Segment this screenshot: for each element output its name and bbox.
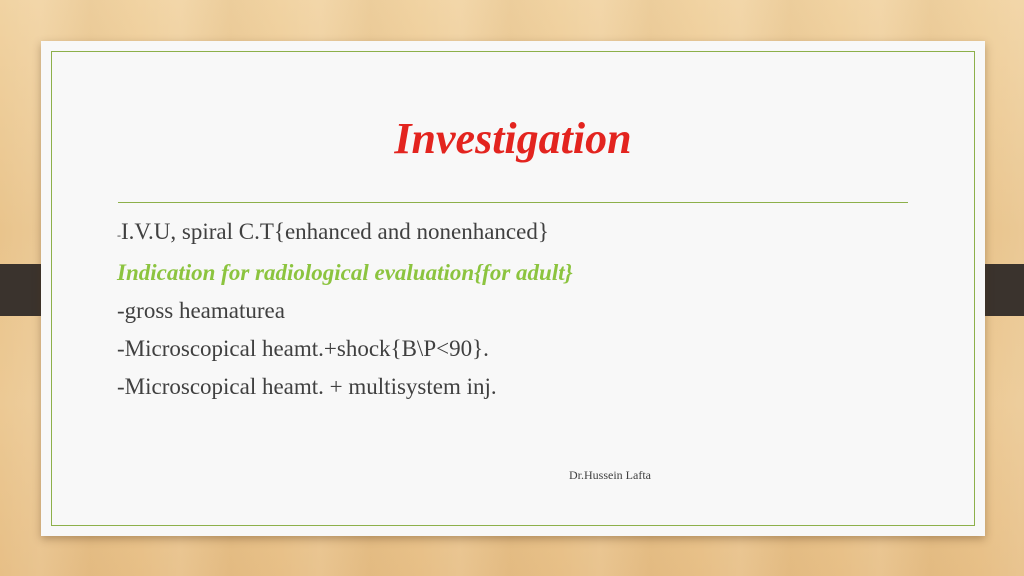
slide-body	[117, 213, 897, 406]
indication-item-shock: -Microscopical heamt.+shock{B\P<90}.	[117, 336, 489, 361]
investigation-methods-line	[117, 213, 897, 254]
investigation-methods-text: I.V.U, spiral C.T{enhanced and nonenhanced}	[121, 219, 549, 244]
author-footer: Dr.Hussein Lafta	[569, 468, 651, 482]
indication-heading: Indication for radiological evaluation{for adult}	[117, 260, 573, 285]
slide	[41, 41, 985, 536]
indication-item-gross: -gross heamaturea	[117, 298, 285, 323]
line-dash: -	[117, 228, 121, 242]
slide-title: Investigation	[394, 114, 632, 163]
title-divider	[118, 202, 908, 203]
indication-item-multisystem: -Microscopical heamt. + multisystem inj.	[117, 374, 497, 399]
